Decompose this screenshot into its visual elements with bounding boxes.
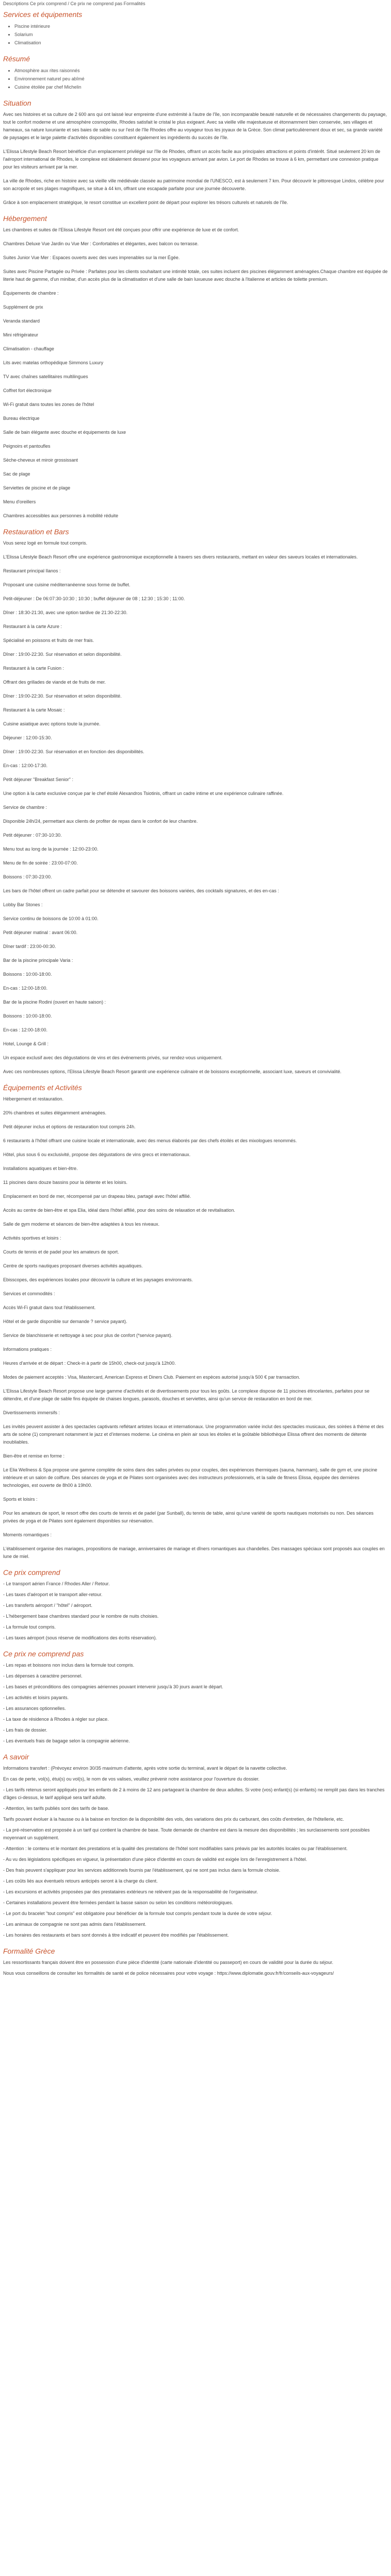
paragraph: Les bars de l'hôtel offrent un cadre parfait pour se détendre et savourer des boissons variées, des cocktails signatures, et des en-cas :: [3, 888, 279, 893]
paragraph: - Les dépenses à caractère personnel.: [3, 1673, 83, 1679]
paragraph: Service de blanchisserie et nettoyage à sec pour plus de confort (*service payant).: [3, 1333, 173, 1338]
paragraph: Wi-Fi gratuit dans toutes les zones de l'hôtel: [3, 402, 94, 407]
paragraph: Salle de bain élégante avec douche et équipements de luxe: [3, 430, 126, 435]
paragraph: Supplément de prix: [3, 304, 43, 310]
breadcrumb-tabs: Descriptions Ce prix comprend / Ce prix ne comprend pas Formalités: [3, 1, 145, 6]
paragraph: Hôtel, plus sous 6 ou exclusivité, propose des dégustations de vins grecs et internationaux.: [3, 1152, 191, 1157]
paragraph: Menu d'oreillers: [3, 499, 36, 504]
paragraph: En-cas : 12:00-17:30.: [3, 763, 48, 768]
hebergement-body: [3, 226, 388, 520]
comprend-body: [3, 1580, 388, 1642]
services-list: [3, 22, 388, 47]
list-item: • Piscine intérieure: [14, 22, 388, 30]
paragraph: - Les excursions et activités proposées par des prestataires extérieurs ne relèvent pas de la responsabilité de l'organisateur.: [3, 1889, 258, 1894]
paragraph: Services et commodités :: [3, 1291, 55, 1296]
paragraph: 20% chambres et suites élégamment aménagées.: [3, 1110, 107, 1115]
paragraph: - Les activités et loisirs payants.: [3, 1695, 69, 1700]
formalite-body: [3, 1959, 388, 1977]
paragraph: Petit-déjeuner : De 06:07:30-10:30 ; 10:30 ; buffet déjeuner de 08 ; 12:30 ; 15:30 ; 11:00.: [3, 596, 185, 601]
paragraph: En-cas : 12:00-18:00.: [3, 986, 48, 991]
paragraph: Chambres accessibles aux personnes à mobilité réduite: [3, 513, 119, 518]
paragraph: Dîner tardif : 23:00-00:30.: [3, 944, 56, 949]
list-item: • Atmosphère aux rites raisonnés: [14, 66, 388, 75]
paragraph: - Les repas et boissons non inclus dans la formule tout compris.: [3, 1663, 135, 1668]
section-title-equipements: Équipements et Activités: [3, 1083, 82, 1092]
paragraph: - Les tarifs retenus seront appliqués pour les enfants de 2 à moins de 12 ans partageant la chambre de deux adultes. Si votre (vos) enfant(s) (si enfants) ne remplit pas dans les tranches d'âges ci-dessus, le tarif appliqué sera tarif adulte.: [3, 1787, 385, 1800]
section-title-resume: Résumé: [3, 55, 30, 63]
paragraph: - Les assurances optionnelles.: [3, 1706, 66, 1711]
paragraph: L'établissement organise des mariages, propositions de mariage, anniversaires de mariage et dîners romantiques aux chandelles. Des massages spéciaux sont proposés aux couples en lune de miel.: [3, 1546, 385, 1559]
situation-body: [3, 111, 388, 207]
paragraph: Ebisscopes, des expériences locales pour découvrir la culture et les paysages environnants.: [3, 1277, 193, 1282]
paragraph: Hotel, Lounge & Grill :: [3, 1041, 49, 1046]
paragraph: Sports et loisirs :: [3, 1497, 38, 1502]
paragraph: Les chambres et suites de l'Elissa Lifestyle Resort ont été conçues pour offrir une expérience de luxe et de confort.: [3, 227, 239, 232]
paragraph: Informations pratiques :: [3, 1347, 52, 1352]
paragraph: - Le transport aérien France / Rhodes Aller / Retour.: [3, 1581, 110, 1586]
paragraph: Petit déjeuner inclus et options de restauration tout compris 24h.: [3, 1124, 136, 1129]
list-item: • Cuisine étoilée par chef Michelin: [14, 83, 388, 91]
paragraph: Accès au centre de bien-être et spa Elia, idéal dans l'hôtel affilié, pour des soins de relaxation et de revitalisation.: [3, 1208, 235, 1213]
restauration-body: [3, 539, 388, 1076]
paragraph: - Les taxes aéroport (sous réserve de modifications des écrits réservation).: [3, 1635, 157, 1640]
paragraph: Dîner : 19:00-22:30. Sur réservation et selon disponibilité.: [3, 652, 122, 657]
section-title-comprend: Ce prix comprend: [3, 1568, 60, 1577]
section-title-restauration: Restauration et Bars: [3, 528, 69, 536]
paragraph: Salle de gym moderne et séances de bien-être adaptées à tous les niveaux.: [3, 1222, 160, 1227]
paragraph: Avec ses histoires et sa culture de 2 600 ans qui ont laissé leur empreinte d'une extrémité à l'autre de l'île, son incomparable beauté naturelle et de nécessaires changements du paysage, tout le confort moderne et une atmosphère cosmopolite, Rhodes satisfait le cristal le plus exigeant. Avec sa vieille ville majestueuse et étonnamment bien conservée, ses villages et hameaux, sa nature luxuriante et ses baies de sable ou sur l'est de l'île Rhodes offre au voyageur tous les joyaux de la Grèce. Son climat particulièrement doux et sec, sa grande variété de paysages et le large palette d'activités disponibles constituent également les ingrédients du succès de l'île.: [3, 112, 387, 140]
paragraph: Dîner : 19:00-22:30. Sur réservation et selon disponibilité.: [3, 693, 122, 699]
paragraph: Coffret fort électronique: [3, 388, 52, 393]
paragraph: Petit déjeuner matinal : avant 06:00.: [3, 930, 78, 935]
paragraph: Les invités peuvent assister à des spectacles captivants reflétant artistes locaux et internationaux. Une programmation variée inclut des spectacles musicaux, des soirées à thème et des arts de scène (1) comprenant notamment le jazz et d'intenses moderne. Le cinéma en plein air sous les étoiles et la goûtable bibliothèque Elissa offrent des moments de détente inoubliables.: [3, 1424, 384, 1445]
paragraph: Lits avec matelas orthopédique Simmons Luxury: [3, 360, 104, 365]
equipements-body: [3, 1095, 388, 1561]
paragraph: Peignoirs et pantoufles: [3, 444, 51, 449]
ne-comprend-body: [3, 1662, 388, 1745]
paragraph: Installations aquatiques et bien-être.: [3, 1166, 78, 1171]
paragraph: - Les horaires des restaurants et bars sont donnés à titre indicatif et peuvent être modifiés par l'établissement.: [3, 1933, 229, 1938]
paragraph: Grâce à son emplacement stratégique, le resort constitue un excellent point de départ pour explorer les trésors culturels et naturels de l'île.: [3, 200, 288, 205]
resume-list: [3, 66, 388, 91]
paragraph: - Les animaux de compagnie ne sont pas admis dans l'établissement.: [3, 1922, 146, 1927]
paragraph: Veranda standard: [3, 318, 40, 324]
paragraph: Hôtel et de garde disponible sur demande ? service payant).: [3, 1319, 127, 1324]
paragraph: - Les frais de dossier.: [3, 1727, 47, 1733]
paragraph: Nous vous conseillons de consulter les formalités de santé et de police nécessaires pour votre voyage : https://www.diplomatie.gouv.fr/fr/conseils-aux-voyageurs/: [3, 1971, 334, 1976]
paragraph: Emplacement en bord de mer, récompensé par un drapeau bleu, partagé avec l'hôtel affilié.: [3, 1194, 191, 1199]
paragraph: Pour les amateurs de sport, le resort offre des courts de tennis et de padel (par Sunball), du tennis de table, ainsi qu'une variété de sports nautiques motorisés ou non. Des séances privées de yoga et de Pilates sont également disponibles sur réservation.: [3, 1511, 373, 1523]
paragraph: Une option à la carte exclusive conçue par le chef étoilé Alexandros Tsiotinis, offrant un cadre intime et une expérience culinaire raffinée.: [3, 791, 284, 796]
paragraph: Bureau électrique: [3, 416, 40, 421]
paragraph: Centre de sports nautiques proposant diverses activités aquatiques.: [3, 1263, 143, 1268]
paragraph: - Au vu des législations spécifiques en vigueur, la présentation d'une pièce d'identité en cours de validité est exigée lors de l'enregistrement à l'hôtel.: [3, 1857, 307, 1862]
section-title-ne-comprend: Ce prix ne comprend pas: [3, 1650, 84, 1658]
section-title-situation: Situation: [3, 99, 31, 107]
paragraph: - Les transferts aéroport / "hôtel" / aéroport.: [3, 1603, 92, 1608]
paragraph: Climatisation - chauffage: [3, 346, 54, 351]
paragraph: - Les taxes d'aéroport et le transport aller-retour.: [3, 1592, 103, 1597]
paragraph: Boissons : 10:00-18:00.: [3, 1013, 52, 1019]
paragraph: Heures d'arrivée et de départ : Check-in à partir de 15h00, check-out jusqu'à 12h00.: [3, 1361, 176, 1366]
section-title-services: Services et équipements: [3, 10, 83, 19]
paragraph: - Les éventuels frais de bagage selon la compagnie aérienne.: [3, 1738, 130, 1743]
paragraph: Cuisine asiatique avec options toute la journée.: [3, 721, 101, 726]
paragraph: Restaurant à la carte Fusion :: [3, 666, 64, 671]
paragraph: Restaurant principal Ilanos :: [3, 568, 61, 573]
paragraph: - L'hébergement base chambres standard pour le nombre de nuits choisies.: [3, 1614, 159, 1619]
paragraph: L'Elissa Lifestyle Beach Resort offre une expérience gastronomique exceptionnelle à travers ses divers restaurants, mettant en valeur des saveurs locales et internationales.: [3, 554, 358, 560]
paragraph: Boissons : 07:30-23:00.: [3, 874, 52, 879]
paragraph: Disponible 24h/24, permettant aux clients de profiter de repas dans le confort de leur chambre.: [3, 819, 198, 824]
paragraph: Dîner : 18:30-21:30, avec une option tardive de 21:30-22:30.: [3, 610, 128, 615]
paragraph: L'Elissa Lifestyle Beach Resort propose une large gamme d'activités et de divertissements pour tous les goûts. Le complexe dispose de 11 piscines étincelantes, parfaites pour se détendre, et d'une plage de sable fins équipée de chaises longues, parasols, douches et serviettes, ainsi qu'un service de restauration en bord de mer.: [3, 1388, 370, 1401]
paragraph: Boissons : 10:00-18:00.: [3, 972, 52, 977]
paragraph: Avec ces nombreuses options, l'Elissa Lifestyle Beach Resort garantit une expérience culinaire et de boissons exceptionnelle, associant luxe, saveurs et convivialité.: [3, 1069, 341, 1074]
paragraph: Offrant des grillades de viande et de fruits de mer.: [3, 680, 106, 685]
paragraph: - Attention : le contenu et le montant des prestations et la qualité des prestations de l'hôtel sont modifiables sans préavis par les autorités locales ou par l'établissement.: [3, 1846, 348, 1851]
paragraph: Petit déjeuner "Breakfast Senior" :: [3, 777, 73, 782]
paragraph: Hébergement et restauration.: [3, 1096, 64, 1101]
section-title-hebergement: Hébergement: [3, 214, 47, 223]
paragraph: - Les coûts liés aux éventuels retours anticipés seront à la charge du client.: [3, 1878, 158, 1884]
paragraph: Informations transfert : (Prévoyez environ 30/35 maximum d'attente, après votre sortie du terminal, avant le départ de la navette collective.: [3, 1766, 287, 1771]
paragraph: Déjeuner : 12:00-15:30.: [3, 735, 52, 740]
paragraph: Les ressortissants français doivent être en possession d'une pièce d'identité (carte nationale d'identité ou passeport) en cours de validité pour la durée du séjour.: [3, 1960, 334, 1965]
paragraph: Sac de plage: [3, 471, 30, 477]
section-title-formalite: Formalité Grèce: [3, 1947, 55, 1955]
paragraph: Restaurant à la carte Mosaic :: [3, 707, 65, 713]
paragraph: Courts de tennis et de padel pour les amateurs de sport.: [3, 1249, 119, 1255]
paragraph: Serviettes de piscine et de plage: [3, 485, 71, 490]
paragraph: Tarifs pouvant évoluer à la hausse ou à la baisse en fonction de la disponibilité des vols, des variations des prix du carburant, des coûts d'entretien, de l'hôtellerie, etc.: [3, 1817, 344, 1822]
paragraph: - Certaines installations peuvent être fermées pendant la basse saison ou selon les conditions météorologiques.: [3, 1900, 233, 1905]
paragraph: - La pré-réservation est proposée à un tarif qui contient la chambre de base. Toute demande de chambre est dans la mesure des disponibilités ; les surclassements sont possibles moyennant un supplément.: [3, 1827, 370, 1840]
paragraph: Divertissements immersifs :: [3, 1410, 60, 1415]
paragraph: Proposant une cuisine méditerranéenne sous forme de buffet.: [3, 582, 131, 587]
paragraph: TV avec chaînes satellitaires multilingues: [3, 374, 88, 379]
paragraph: 6 restaurants à l'hôtel offrant une cuisine locale et internationale, avec des menus élaborés par des chefs étoilés et des mixologues renommés.: [3, 1138, 297, 1143]
a-savoir-body: [3, 1765, 388, 1939]
paragraph: Restaurant à la carte Azure :: [3, 624, 62, 629]
paragraph: - La taxe de résidence à Rhodes à régler sur place.: [3, 1717, 109, 1722]
paragraph: Menu tout au long de la journée : 12:00-23:00.: [3, 846, 99, 852]
paragraph: Menu de fin de soirée : 23:00-07:00.: [3, 860, 78, 866]
paragraph: Sèche-cheveux et miroir grossissant: [3, 457, 78, 463]
paragraph: Bien-être et remise en forme :: [3, 1453, 65, 1459]
paragraph: Service continu de boissons de 10:00 à 01:00.: [3, 916, 99, 921]
list-item: • Climatisation: [14, 39, 388, 47]
paragraph: Moments romantiques :: [3, 1532, 52, 1537]
paragraph: 11 piscines dans douze bassins pour la détente et les loisirs.: [3, 1180, 127, 1185]
paragraph: Un espace exclusif avec des dégustations de vins et des événements privés, sur rendez-vous uniquement.: [3, 1055, 223, 1060]
paragraph: Accès Wi-Fi gratuit dans tout l'établissement.: [3, 1305, 96, 1310]
list-item: • Environnement naturel peu abîmé: [14, 75, 388, 83]
paragraph: - Attention, les tarifs publiés sont des tarifs de base.: [3, 1806, 109, 1811]
paragraph: Suites Junior Vue Mer : Espaces ouverts avec des vues imprenables sur la mer Égée.: [3, 255, 180, 260]
paragraph: Le Elia Wellness & Spa propose une gamme complète de soins dans des salles privées ou pour couples, des expériences thermiques (sauna, hammam), salle de gym et, une piscine intérieure et un salon de coiffure. Des séances de yoga et de Pilates sont organisées avec des instructeurs professionnels, et la salle de fitness Elissa, équipée des dernières technologies, est ouverte de 8h00 à 19h00.: [3, 1467, 378, 1488]
paragraph: Lobby Bar Stones :: [3, 902, 43, 907]
paragraph: Spécialisé en poissons et fruits de mer frais.: [3, 638, 94, 643]
paragraph: La ville de Rhodes, riche en histoire avec sa vieille ville médiévale classée au patrimoine mondial de l'UNESCO, est à seulement 7 km. Pour découvrir le pittoresque Lindos, célèbre pour son acropole et ses plages magnifiques, se situe à 44 km, offrant une escapade parfaite pour une journée découverte.: [3, 178, 384, 191]
paragraph: Chambres Deluxe Vue Jardin ou Vue Mer : Confortables et élégantes, avec balcon ou terrasse.: [3, 241, 199, 246]
paragraph: Petit déjeuner : 07:30-10:30.: [3, 833, 62, 838]
paragraph: Bar de la piscine Rodini (ouvert en haute saison) :: [3, 999, 106, 1005]
paragraph: Bar de la piscine principale Varia :: [3, 958, 73, 963]
paragraph: En cas de perte, vol(s), étui(s) ou vol(s), le nom de vos valises, veuillez prévenir notre assistance pour l'ouverture du dossier.: [3, 1776, 259, 1782]
paragraph: Activités sportives et loisirs :: [3, 1235, 61, 1241]
paragraph: Suites avec Piscine Partagée ou Privée : Parfaites pour les clients souhaitant une intimité totale, ces suites incluent des piscines élégamment aménagées.Chaque chambre est équipée de literie haut de gamme, d'un minibar, d'un accès plus de la climatisation et d'une salle de bain luxueuse avec douche à l'italienne et articles de toilette premium.: [3, 269, 388, 282]
paragraph: - La formule tout compris.: [3, 1624, 56, 1630]
paragraph: Mini réfrigérateur: [3, 332, 39, 337]
section-title-a-savoir: A savoir: [3, 1753, 29, 1761]
list-item: • Solarium: [14, 30, 388, 39]
paragraph: L'Elissa Lifestyle Beach Resort bénéficie d'un emplacement privilégié sur l'île de Rhodes, offrant un accès facile aux principales attractions et points d'intérêt. Situé seulement 20 km de l'aéroport international de Rhodes, le complexe est idéalement desservi pour les voyageurs arrivant par avion. Le port de Rhodes se trouve à 6 km, permettant une connexion pratique pour les visiteurs arrivant par la mer.: [3, 149, 381, 170]
paragraph: Dîner : 19:00-22:30. Sur réservation et en fonction des disponibilités.: [3, 749, 144, 754]
paragraph: Service de chambre :: [3, 805, 47, 810]
paragraph: - Les bases et préconditions des compagnies aériennes pouvant intervenir jusqu'à 30 jours avant le départ.: [3, 1684, 223, 1689]
paragraph: Vous serez logé en formule tout compris.: [3, 540, 88, 546]
paragraph: En-cas : 12:00-18:00.: [3, 1027, 48, 1032]
paragraph: Équipements de chambre :: [3, 291, 59, 296]
paragraph: Modes de paiement acceptés : Visa, Mastercard, American Express et Diners Club. Paiement en espèces autorisé jusqu'à 500 € par transaction.: [3, 1375, 300, 1380]
paragraph: - Le port du bracelet "tout compris" est obligatoire pour bénéficier de la formule tout compris pendant toute la durée de votre séjour.: [3, 1911, 272, 1916]
paragraph: - Des frais peuvent s'appliquer pour les services additionnels fournis par l'établissement, qui ne sont pas inclus dans la formule choisie.: [3, 1868, 281, 1873]
